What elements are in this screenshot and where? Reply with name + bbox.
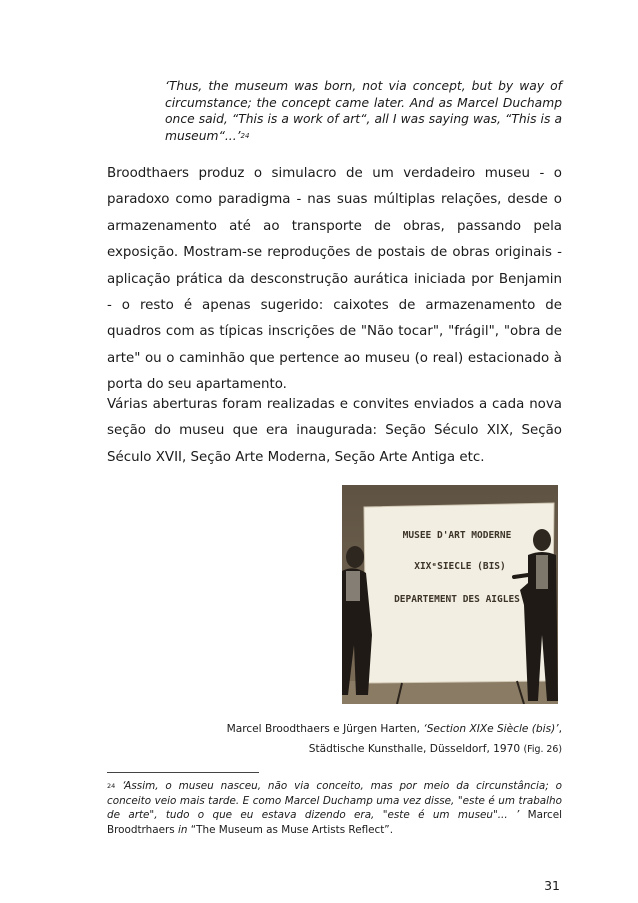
paragraph-broodthaers: Broodthaers produz o simulacro de um verdadeiro museu - o paradoxo como paradigma - nas suas múltiplas relações, desde o armazenamento até ao transporte de obras, passando pela exposição. Mostram-se reproduções de postais de obras originais - aplicação prática da desconstrução aurática iniciada por Benjamin - o resto é apenas sugerido: caixotes de armazenamento de quadros com as típicas inscrições de "Não tocar", "frágil", "obra de arte" ou o caminhão que pertence ao museu (o real) estacionado à porta do seu apartamento. <box>107 166 562 393</box>
exhibition-photo <box>342 485 558 704</box>
quote-footnote-ref[interactable]: 24 <box>240 132 250 141</box>
footnote-translation: ‘Assim, o museu nasceu, não via conceito, mas por meio da circunstância; o conceito veio mais tarde. E como Marcel Duchamp uma vez disse, "este é um trabalho de arte", tudo o que eu estava dizendo era, "este é um museu"... ’ <box>107 780 562 822</box>
footnote-number: 24 <box>107 782 116 790</box>
footnote-in: in <box>177 823 188 836</box>
quote-text: ‘Thus, the museum was born, not via concept, but by way of circumstance; the concept came later. And as Marcel Duchamp once said, “This is a work of art“, all I was saying was, “This is a museum“...’ <box>165 79 562 144</box>
sign-line-3: DEPARTEMENT DES AIGLES <box>394 594 520 605</box>
sign-line-2: XIXᵉSIECLE (BIS) <box>414 561 506 572</box>
footnote-24 <box>107 779 562 837</box>
sign-line-1: MUSEE D'ART MODERNE <box>402 530 512 541</box>
photo-caption-line2 <box>0 743 562 755</box>
caption-fig-ref: (Fig. 26) <box>523 744 562 755</box>
footnote-author: Marcel Broodtrhaers <box>107 809 563 836</box>
photo-caption-line1 <box>0 723 562 735</box>
caption-title: ‘Section XIXe Siècle (bis)’ <box>423 723 559 735</box>
footnote-source: “The Museum as Muse Artists Reflect”. <box>187 823 393 836</box>
caption-names: Marcel Broodthaers e Jürgen Harten, <box>226 723 424 735</box>
paragraph-aberturas: Várias aberturas foram realizadas e convites enviados a cada nova seção do museu que era inaugurada: Seção Século XIX, Seção Século XVII, Seção Arte Moderna, Seção Arte Antiga etc. <box>107 397 562 465</box>
caption-trail: , <box>558 723 562 735</box>
photo-floor <box>342 681 558 704</box>
block-quote <box>165 78 562 145</box>
footnote-separator <box>107 772 259 773</box>
caption-venue: Städtische Kunsthalle, Düsseldorf, 1970 <box>308 743 524 755</box>
page-number: 31 <box>544 878 560 893</box>
